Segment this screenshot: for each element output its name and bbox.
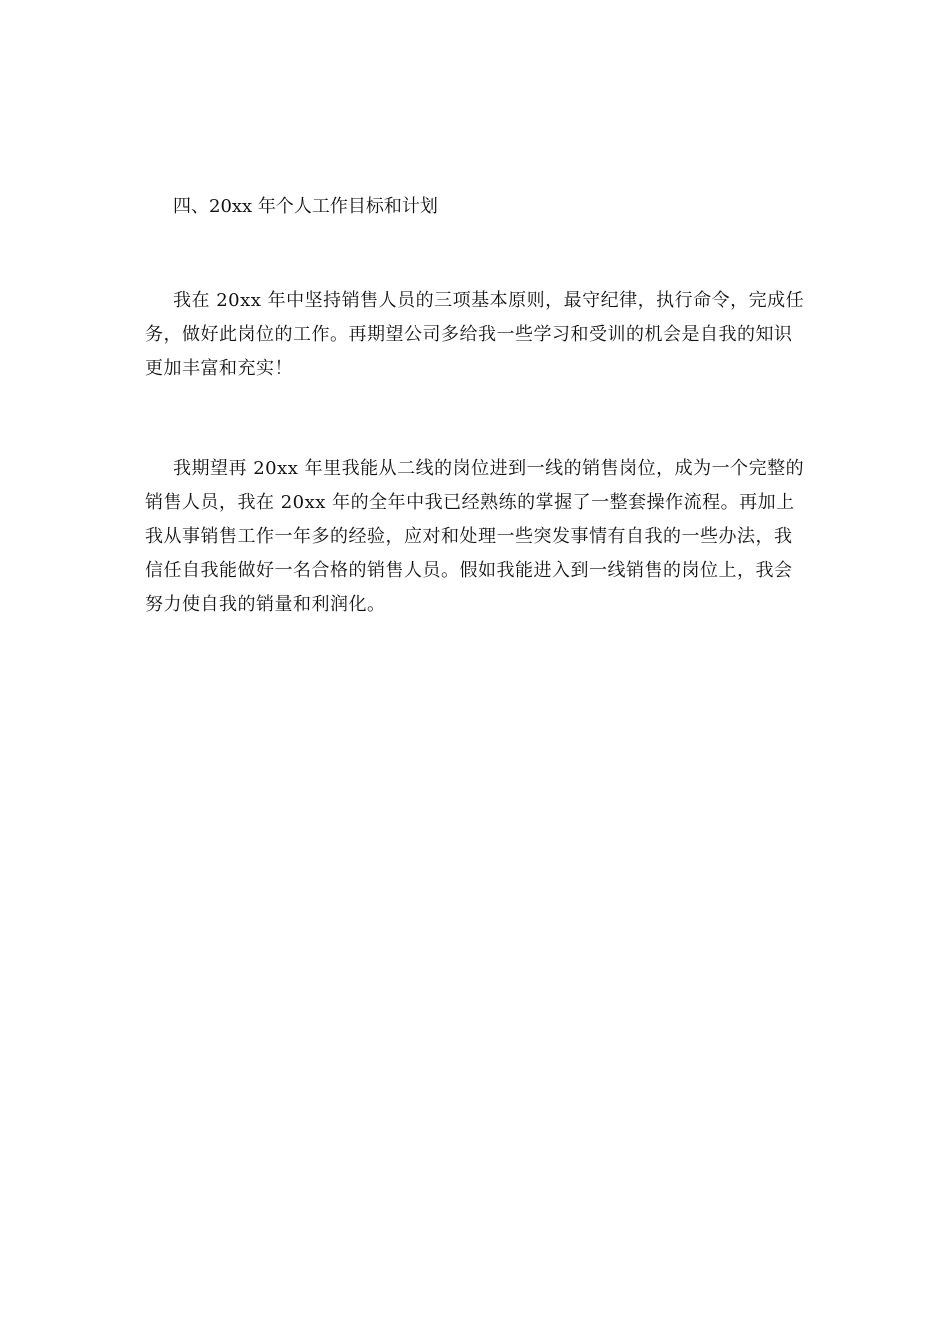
paragraph: 我在 20xx 年中坚持销售人员的三项基本原则，最守纪律，执行命令，完成任务，做好此岗位的工作。再期望公司多给我一些学习和受训的机会是自我的知识更加丰富和充实！	[145, 290, 805, 379]
paragraph: 我期望再 20xx 年里我能从二线的岗位进到一线的销售岗位，成为一个完整的销售人员，我在 20xx 年的全年中我已经熟练的掌握了一整套操作流程。再加上我从事销售工作一年多的经验，应对和处理一些突发事情有自我的一些办法，我信任自我能做好一名合格的销售人员。假如我能进入到一线销售的岗位上，我会努力使自我的销量和利润化。	[145, 458, 805, 615]
document-body	[145, 190, 810, 622]
section-heading: 四、20xx 年个人工作目标和计划	[173, 196, 438, 217]
